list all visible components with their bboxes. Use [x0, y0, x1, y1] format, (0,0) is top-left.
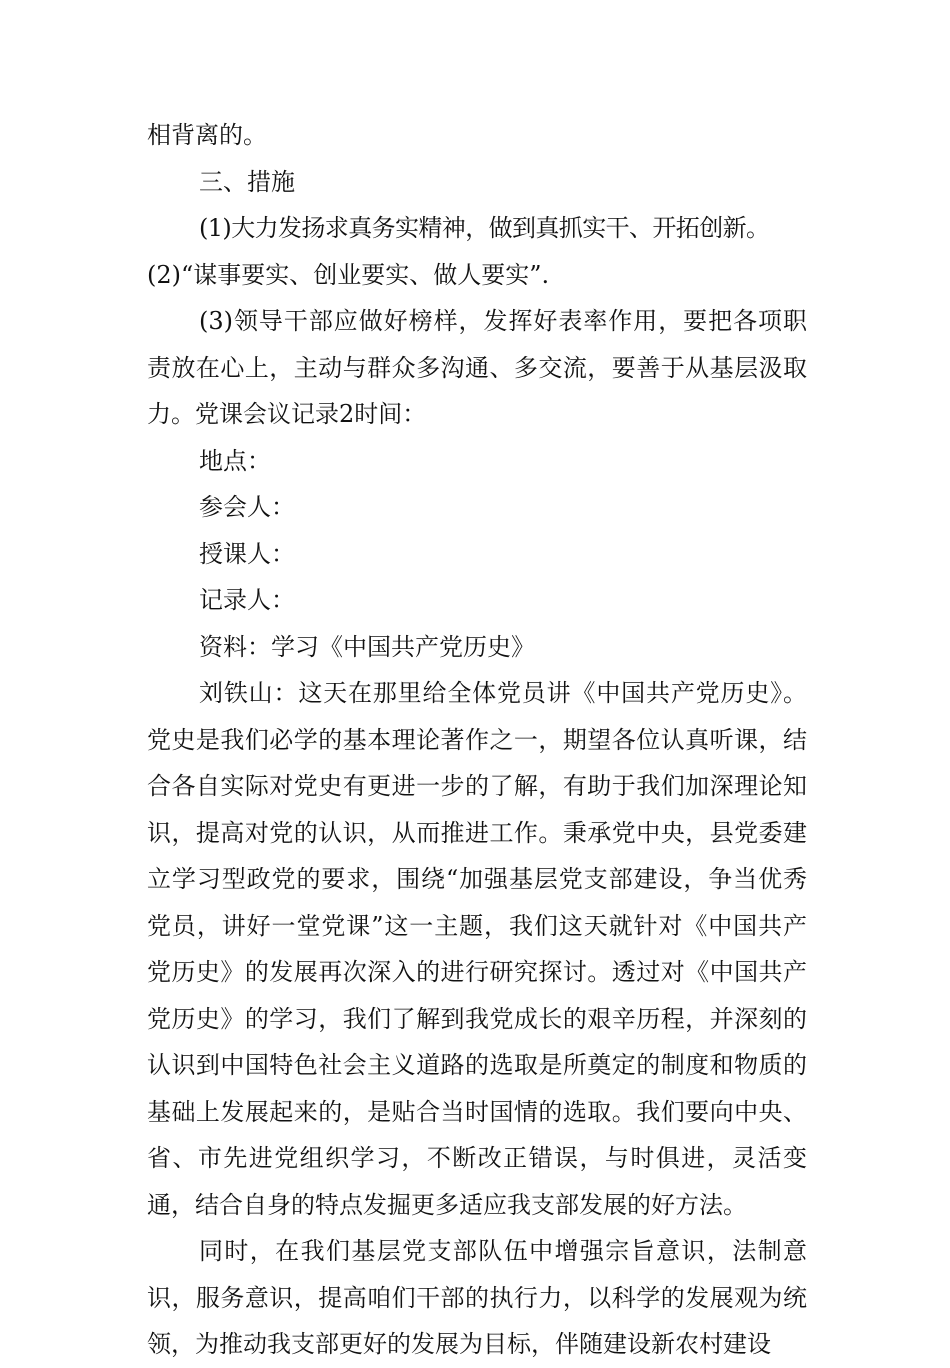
document-body	[147, 112, 807, 1368]
paragraph-1: 相背离的。	[147, 121, 267, 149]
record-lecturer: 授课人：	[199, 539, 295, 568]
lecture-paragraph: 刘铁山：这天在那里给全体党员讲《中国共产党历史》。党史是我们必学的基本理论著作之一，期望各位认真听课，结合各自实际对党史有更进一步的了解，有助于我们加深理论知识，提高对党的认识，从而推进工作。秉承党中央，县党委建立学习型政党的要求，围绕“加强基层党支部建设，争当优秀党员，讲好一堂党课”这一主题，我们这天就针对《中国共产党历史》的发展再次深入的进行研究探讨。透过对《中国共产党历史》的学习，我们了解到我党成长的艰辛历程，并深刻的认识到中国特色社会主义道路的选取是所奠定的制度和物质的基础上发展起来的，是贴合当时国情的选取。我们要向中央、省、市先进党组织学习，不断改正错误，与时俱进，灵活变通，结合自身的特点发掘更多适应我支部发展的好方法。	[147, 679, 807, 1219]
measure-item-3: (3)领导干部应做好榜样，发挥好表率作用，要把各项职责放在心上，主动与群众多沟通、多交流，要善于从基层汲取力。党课会议记录2时间：	[147, 307, 807, 428]
record-material: 资料：学习《中国共产党历史》	[199, 632, 535, 661]
measure-item-1: (1)大力发扬求真务实精神，做到真抓实干、开拓创新。	[199, 214, 770, 242]
record-location: 地点：	[199, 446, 271, 475]
section-heading-measures: 三、措施	[199, 167, 295, 196]
record-attendees: 参会人：	[199, 493, 295, 521]
closing-paragraph: 同时，在我们基层党支部队伍中增强宗旨意识，法制意识，服务意识，提高咱们干部的执行力，以科学的发展观为统领，为推动我支部更好的发展为目标，伴随建设新农村建设	[147, 1237, 807, 1358]
record-recorder: 记录人：	[199, 586, 295, 614]
measure-item-2: (2)“谋事要实、创业要实、做人要实”.	[147, 260, 550, 289]
